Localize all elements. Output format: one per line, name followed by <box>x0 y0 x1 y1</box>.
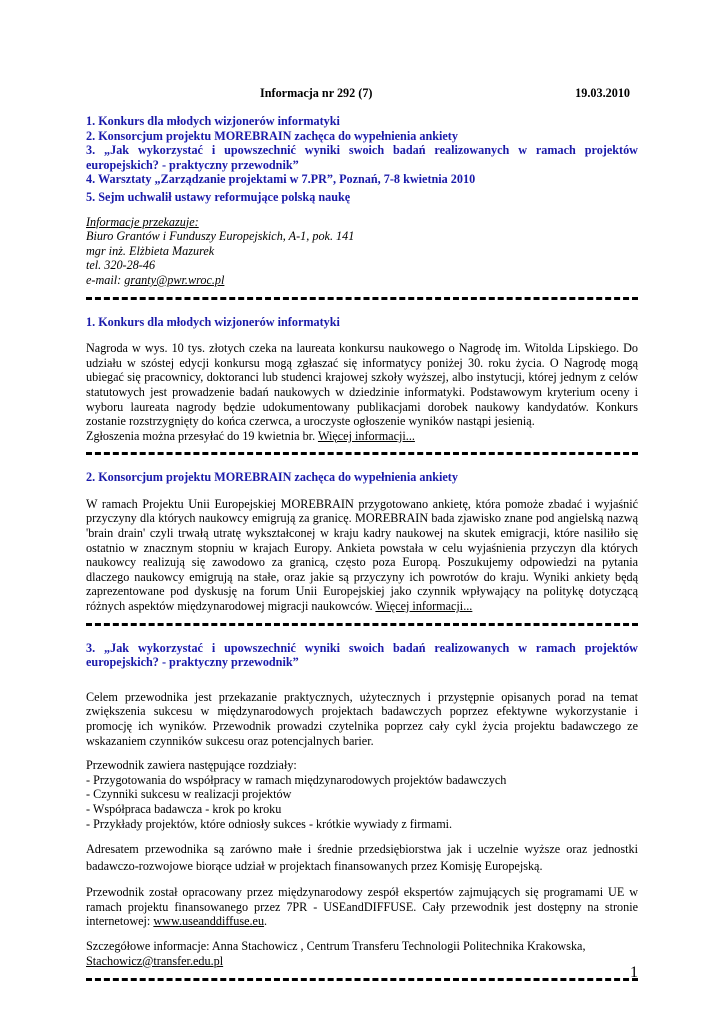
toc-item-2[interactable]: 2. Konsorcjum projektu MOREBRAIN zachęca do wypełnienia ankiety <box>86 128 458 143</box>
contact-label: Informacje przekazuje: <box>86 214 199 229</box>
section-3-list-intro: Przewodnik zawiera następujące rozdziały: <box>86 758 297 773</box>
section-3-availability-end: . <box>264 914 268 929</box>
section-3-contact <box>86 939 638 968</box>
list-item: - Przykłady projektów, które odniosły sukces - krótkie wywiady z firmami. <box>86 816 453 831</box>
section-2-title: 2. Konsorcjum projektu MOREBRAIN zachęca do wypełnienia ankiety <box>86 470 458 485</box>
section-3-availability-text: Przewodnik został opracowany przez międzynarodowy zespół ekspertów zajmujących się programami UE w ramach projektu finansowanego przez 7PR - USEandDIFFUSE. Cały przewodnik jest dostępny na stronie internetowej: <box>86 885 638 929</box>
document-page <box>86 86 638 996</box>
section-3-intro: Celem przewodnika jest przekazanie praktycznych, użytecznych i przystępnie opisanych porad na temat zwiększenia sukcesu w międzynarodowych projektach badawczych poprzez efektywne wykorzystanie i promocję ich wyników. Przewodnik prowadzi czytelnika poprzez cały cykl życia projektu badawczego ze wskazaniem czynników sukcesu oraz potencjalnych barier. <box>86 689 638 748</box>
table-of-contents <box>86 114 638 205</box>
contact-person: mgr inż. Elżbieta Mazurek <box>86 243 215 258</box>
section-3-availability <box>86 885 638 929</box>
list-item: - Przygotowania do współpracy w ramach międzynarodowych projektów badawczych <box>86 772 507 787</box>
contact-email-link[interactable]: granty@pwr.wroc.pl <box>124 272 225 287</box>
contact-phone: tel. 320-28-46 <box>86 258 156 273</box>
dashed-divider <box>86 452 638 458</box>
section-2-body <box>86 497 638 614</box>
contact-block <box>86 215 638 288</box>
section-3-title: 3. „Jak wykorzystać i upowszechnić wyniki swoich badań realizowanych w ramach projektów europejskich? - praktyczny przewodnik” <box>86 640 638 670</box>
section-1-deadline <box>86 429 638 444</box>
toc-item-1[interactable]: 1. Konkurs dla młodych wizjonerów informatyki <box>86 114 340 128</box>
section-1-more-link[interactable]: Więcej informacji... <box>317 428 415 443</box>
section-1-title: 1. Konkurs dla młodych wizjonerów informatyki <box>86 314 340 329</box>
section-3-contact-text: Szczegółowe informacje: Anna Stachowicz , Centrum Transferu Technologii Politechnika Krakowska, <box>86 938 586 953</box>
list-item: - Czynniki sukcesu w realizacji projektów <box>86 787 292 802</box>
list-item: - Współpraca badawcza - krok po kroku <box>86 801 282 816</box>
stachowicz-email-link[interactable]: Stachowicz@transfer.edu.pl <box>86 953 224 968</box>
section-2 <box>86 470 638 613</box>
contact-email-prefix: e-mail: <box>86 272 125 287</box>
section-1-deadline-text: Zgłoszenia można przesyłać do 19 kwietnia br. <box>86 428 318 443</box>
contact-office: Biuro Grantów i Funduszy Europejskich, A-1, pok. 141 <box>86 229 355 244</box>
section-1-body: Nagroda w wys. 10 tys. złotych czeka na laureata konkursu naukowego o Nagrodę im. Witolda Lipskiego. Do udziału w szóstej edycji konkursu mogą zgłaszać się informatycy poniżej 30. roku życia. O Nagrodę mogą ubiegać się pracownicy, doktoranci lub studenci krajowej szkoły wyższej, albo instytucji, której jednym z celów statutowych jest prowadzenie badań naukowych w dziedzinie informatyki. Podstawowym kryterium oceny i wyboru laureata nagrody będzie udokumentowany publikacjami dorobek naukowy kandydatów. Konkurs zostanie rozstrzygnięty do końca czerwca, a uroczyste ogłoszenie wyników nastąpi jesienią. <box>86 341 638 429</box>
section-2-more-link[interactable]: Więcej informacji... <box>375 599 473 614</box>
contact-email-line <box>86 273 638 288</box>
section-2-body-text: W ramach Projektu Unii Europejskiej MOREBRAIN przygotowano ankietę, która pomoże zbadać i wyjaśnić przyczyny dla których naukowcy emigrują za granicę. MOREBRAIN bada zjawisko znane pod angielską nazwą 'brain drain' czyli trwałą utratę wykształconej w kraju kadry naukowej na skutek emigracji, które nasiliło się ostatnio w znacznym stopniu w krajach Europy. Ankieta powstała w celu wyjaśnienia przyczyn dla których naukowcy realizują się zawodowo za granicą, często poza Europą. Poszukujemy odpowiedzi na pytania dlaczego naukowcy emigrują na stałe, oraz jakie są przyczyny ich powrotów do kraju. Wyniki ankiety będą zaprezentowane pod dyskusję na forum Unii Europejskiej jako czynnik wpływający na politykę dotyczącą różnych aspektów międzynarodowej migracji naukowców. <box>86 496 638 614</box>
toc-item-5[interactable]: 5. Sejm uchwalił ustawy reformujące polską naukę <box>86 189 351 204</box>
toc-item-4[interactable]: 4. Warsztaty „Zarządzanie projektami w 7.PR”, Poznań, 7-8 kwietnia 2010 <box>86 172 476 187</box>
document-header <box>86 86 638 102</box>
section-3-audience: Adresatem przewodnika są zarówno małe i średnie przedsiębiorstwa jak i uczelnie wyższe oraz jednostki badawczo-rozwojowe biorące udział w projektach finansowanych przez Komisję Europejską. <box>86 842 638 874</box>
section-1 <box>86 315 638 444</box>
dashed-divider <box>86 623 638 629</box>
toc-item-3[interactable]: 3. „Jak wykorzystać i upowszechnić wyniki swoich badań realizowanych w ramach projektów europejskich? - praktyczny przewodnik” <box>86 143 638 172</box>
bulletin-date: 19.03.2010 <box>575 86 630 100</box>
page-number: 1 <box>630 964 638 981</box>
bulletin-title: Informacja nr 292 (7) <box>260 86 373 100</box>
dashed-divider <box>86 297 638 303</box>
useanddiffuse-link[interactable]: www.useanddiffuse.eu <box>153 914 265 929</box>
dashed-divider <box>86 978 638 984</box>
section-3 <box>86 641 638 969</box>
